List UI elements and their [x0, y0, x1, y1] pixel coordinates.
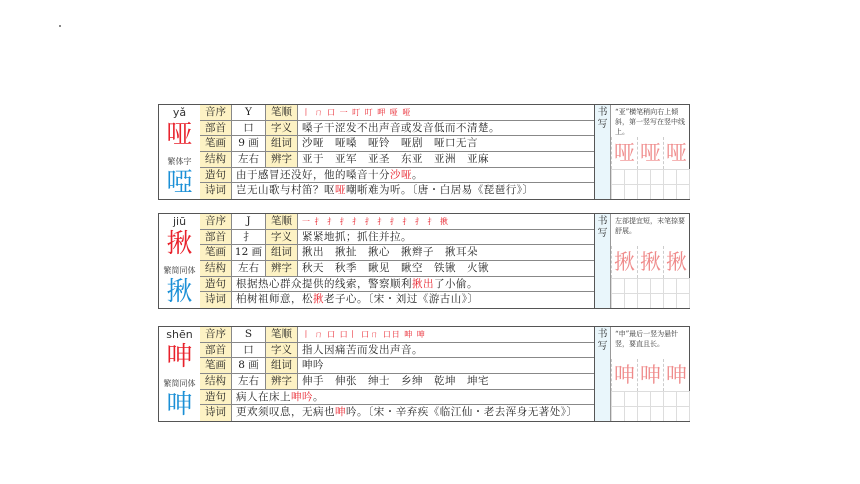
- order-letter: J: [232, 214, 266, 229]
- practice-grid[interactable]: [611, 169, 690, 199]
- sentence-b: 了小偷。: [434, 277, 478, 290]
- traditional-tag: 繁简同体: [163, 379, 196, 388]
- row-order: [200, 327, 594, 343]
- label-jiegou: 结构: [200, 152, 232, 167]
- sentence-highlight: 揪出: [412, 277, 434, 290]
- character-card-jiu: [158, 213, 690, 309]
- poem-b: 吟。〔宋・辛弃疾《临江仙・老去浑身无著处》〕: [346, 406, 578, 419]
- label-ziyi: 字义: [266, 230, 298, 245]
- row-strokes: [200, 358, 594, 374]
- row-sentence: [200, 390, 594, 406]
- label-bihua: 笔画: [200, 245, 232, 260]
- label-zuci: 组词: [266, 136, 298, 151]
- writing-note: “亚”横笔稍向右上倾斜，第一竖写在竖中线上。: [615, 108, 685, 136]
- structure: 左右: [232, 374, 266, 389]
- practice-chars: [611, 246, 690, 278]
- label-zuci: 组词: [266, 245, 298, 260]
- simplified-character: 揪: [166, 229, 193, 259]
- words: 沙哑 哑嗓 哑铃 哑剧 哑口无言: [302, 137, 478, 150]
- poem-b: 老子心。〔宋・刘过《游古山》〕: [324, 293, 479, 306]
- label-bihuashun: 笔顺: [266, 214, 298, 229]
- label-ziyi: 字义: [266, 343, 298, 358]
- traditional-character: 呻: [166, 390, 193, 420]
- row-radical: [200, 230, 594, 246]
- label-yinxu: 音序: [200, 105, 232, 120]
- label-jiegou: 结构: [200, 261, 232, 276]
- pinyin: jiū: [172, 215, 187, 228]
- label-bihua: 笔画: [200, 358, 232, 373]
- row-poem: [200, 292, 594, 308]
- sentence-highlight: 沙哑: [390, 168, 412, 181]
- label-zaoju: 造句: [200, 390, 232, 405]
- poem-highlight: 呻: [335, 406, 346, 419]
- label-yinxu: 音序: [200, 327, 232, 342]
- page-dot: [59, 25, 61, 27]
- label-bianzi: 辨字: [266, 261, 298, 276]
- poem-a: 更欢须叹息，无病也: [236, 406, 335, 419]
- practice-char: 揪: [663, 246, 689, 278]
- traditional-character: 揪: [166, 277, 193, 307]
- label-zuci: 组词: [266, 358, 298, 373]
- meaning: 指人因痛苦而发出声音。: [302, 343, 423, 356]
- poem-highlight: 哑: [335, 184, 346, 197]
- sentence: [232, 168, 594, 183]
- poem-highlight: 揪: [313, 293, 324, 306]
- row-poem: [200, 183, 594, 199]
- row-structure: [200, 261, 594, 277]
- meaning: 嗓子干涩发不出声音或发音低而不清楚。: [302, 121, 500, 134]
- pinyin: shēn: [166, 328, 193, 341]
- info-grid: [200, 105, 594, 199]
- practice-chars: [611, 359, 690, 391]
- row-order: [200, 214, 594, 230]
- practice-char: 揪: [611, 246, 637, 278]
- char-column: [159, 105, 201, 199]
- character-card-shen: [158, 326, 690, 422]
- simplified-character: 呻: [166, 342, 193, 372]
- pinyin: yǎ: [172, 106, 187, 119]
- label-shuxie: 书写: [595, 214, 611, 308]
- info-grid: [200, 214, 594, 308]
- writing-area: [594, 327, 690, 421]
- traditional-tag: 繁体字: [167, 157, 192, 166]
- label-bushou: 部首: [200, 121, 232, 136]
- label-jiegou: 结构: [200, 374, 232, 389]
- radical: 口: [232, 343, 266, 358]
- words: 揪出 揪扯 揪心 揪辫子 揪耳朵: [302, 246, 478, 259]
- simplified-character: 哑: [166, 120, 193, 150]
- words: 呻吟: [302, 359, 324, 372]
- order-letter: Y: [232, 105, 266, 120]
- structure: 左右: [232, 152, 266, 167]
- poem: [232, 405, 594, 421]
- label-yinxu: 音序: [200, 214, 232, 229]
- practice-char: 揪: [637, 246, 663, 278]
- row-order: [200, 105, 594, 121]
- label-shuxie: 书写: [595, 105, 611, 199]
- row-structure: [200, 152, 594, 168]
- label-bihuashun: 笔顺: [266, 327, 298, 342]
- practice-chars: [611, 137, 690, 169]
- poem-a: 柏树祖师意，松: [236, 293, 313, 306]
- writing-note: “申”最后一竖为悬针竖，要直且长。: [615, 330, 679, 348]
- label-shici: 诗词: [200, 405, 232, 421]
- writing-note: 左部提宜短，末笔捺要舒展。: [615, 217, 685, 235]
- row-structure: [200, 374, 594, 390]
- writing-area: [594, 214, 690, 308]
- poem: [232, 292, 594, 308]
- stroke-order: 丨 ㄇ 口 口丨 口ㄇ 口日 呻 呻: [302, 330, 426, 339]
- practice-char: 呻: [637, 359, 663, 391]
- radical: 扌: [232, 230, 266, 245]
- sentence-a: 由于感冒还没好，他的嗓音十分: [236, 168, 390, 181]
- row-radical: [200, 343, 594, 359]
- info-grid: [200, 327, 594, 421]
- label-bushou: 部首: [200, 230, 232, 245]
- sentence: [232, 390, 594, 405]
- structure: 左右: [232, 261, 266, 276]
- poem-a: 岂无山歌与村笛？呕: [236, 184, 335, 197]
- label-bushou: 部首: [200, 343, 232, 358]
- stroke-count: 8 画: [232, 358, 266, 373]
- row-sentence: [200, 277, 594, 293]
- row-poem: [200, 405, 594, 421]
- poem-b: 嘲哳难为听。〔唐・白居易《琵琶行》〕: [346, 184, 534, 197]
- label-bianzi: 辨字: [266, 374, 298, 389]
- label-zaoju: 造句: [200, 277, 232, 292]
- stroke-count: 9 画: [232, 136, 266, 151]
- label-shuxie: 书写: [595, 327, 611, 421]
- label-shici: 诗词: [200, 183, 232, 199]
- practice-char: 呻: [611, 359, 637, 391]
- stroke-order: 丨 ㄇ 口 一 叮 叮 呷 哑 哑: [302, 108, 412, 117]
- row-strokes: [200, 136, 594, 152]
- row-radical: [200, 121, 594, 137]
- label-shici: 诗词: [200, 292, 232, 308]
- sentence-a: 根据热心群众提供的线索，警察顺利: [236, 277, 412, 290]
- practice-grid[interactable]: [611, 278, 690, 308]
- sentence-highlight: 呻吟: [291, 390, 313, 403]
- char-column: [159, 214, 201, 308]
- order-letter: S: [232, 327, 266, 342]
- character-card-ya: [158, 104, 690, 200]
- distinguish: 亚于 亚军 亚圣 东亚 亚洲 亚麻: [302, 153, 489, 165]
- stroke-count: 12 画: [232, 245, 266, 260]
- radical: 口: [232, 121, 266, 136]
- traditional-tag: 繁简同体: [163, 266, 196, 275]
- label-bihuashun: 笔顺: [266, 105, 298, 120]
- distinguish: 秋天 秋季 瞅见 瞅空 铁锹 火锹: [302, 262, 489, 274]
- label-zaoju: 造句: [200, 168, 232, 183]
- practice-char: 哑: [611, 137, 637, 169]
- poem: [232, 183, 594, 199]
- row-sentence: [200, 168, 594, 184]
- distinguish: 伸手 伸张 绅士 乡绅 乾坤 坤宅: [302, 375, 489, 387]
- practice-char: 哑: [637, 137, 663, 169]
- label-bianzi: 辨字: [266, 152, 298, 167]
- practice-grid[interactable]: [611, 391, 690, 421]
- practice-char: 哑: [663, 137, 689, 169]
- label-ziyi: 字义: [266, 121, 298, 136]
- sentence-a: 病人在床上: [236, 390, 291, 403]
- row-strokes: [200, 245, 594, 261]
- traditional-character: 啞: [166, 168, 193, 198]
- sentence-b: 。: [313, 390, 324, 403]
- stroke-order: 一 扌 扌 扌 扌 扌 扌 扌 扌 扌 扌 揪: [302, 217, 449, 226]
- char-column: [159, 327, 201, 421]
- writing-area: [594, 105, 690, 199]
- practice-char: 呻: [663, 359, 689, 391]
- label-bihua: 笔画: [200, 136, 232, 151]
- sentence-b: 。: [412, 168, 423, 181]
- sentence: [232, 277, 594, 292]
- meaning: 紧紧地抓；抓住并拉。: [302, 230, 412, 243]
